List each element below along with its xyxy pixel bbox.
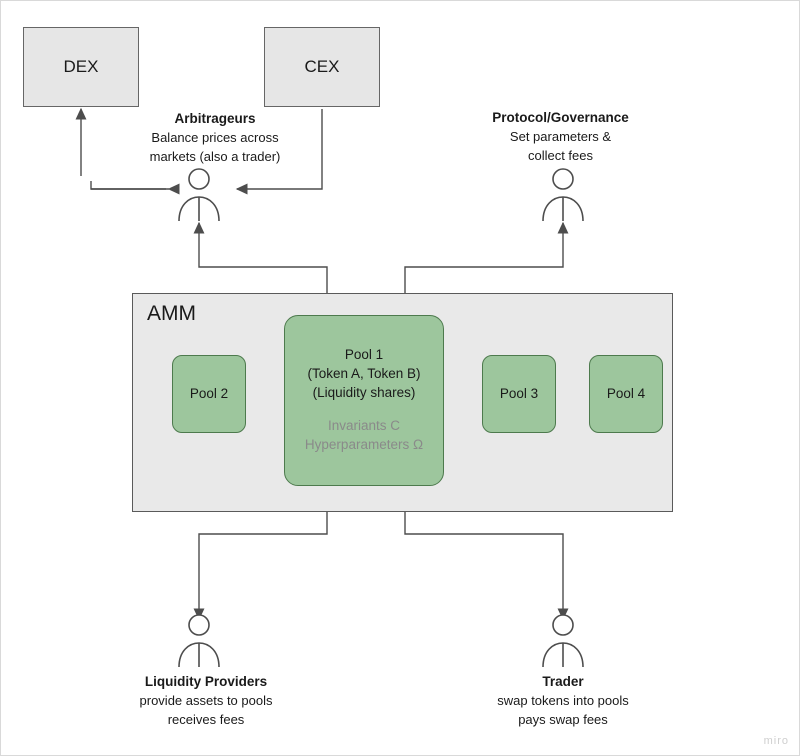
liquidity-provider-title: Liquidity Providers	[144, 674, 268, 689]
pool-2-node	[172, 355, 246, 433]
liquidity-provider-desc-2: receives fees	[167, 711, 245, 727]
governance-label	[468, 108, 653, 165]
liquidity-provider-actor-icon	[169, 613, 229, 669]
liquidity-provider-label	[106, 672, 306, 729]
dex-box	[23, 27, 139, 107]
trader-desc-1: swap tokens into pools	[497, 693, 629, 709]
governance-desc-2: collect fees	[527, 147, 594, 163]
pool-1-node	[284, 315, 444, 486]
pool-1-tokens: (Token A, Token B)	[307, 366, 421, 382]
arbitrageur-desc-2: markets (also a trader)	[149, 148, 281, 164]
pool-3-node	[482, 355, 556, 433]
amm-label: AMM	[147, 302, 196, 325]
pool-1-hyperparameters: Hyperparameters Ω	[304, 436, 424, 452]
pool-2-label: Pool 2	[189, 385, 229, 401]
governance-desc-1: Set parameters &	[509, 129, 612, 145]
governance-title: Protocol/Governance	[492, 110, 629, 125]
trader-label	[463, 672, 663, 729]
miro-watermark: miro	[763, 735, 789, 747]
pool-3-label: Pool 3	[499, 385, 539, 401]
arbitrageur-actor-icon	[169, 167, 229, 223]
pool-1-title: Pool 1	[344, 347, 384, 363]
cex-label: CEX	[304, 57, 340, 76]
trader-desc-2: pays swap fees	[518, 711, 608, 727]
trader-actor-icon	[533, 613, 593, 669]
trader-title: Trader	[542, 674, 584, 689]
arbitrageur-title: Arbitrageurs	[174, 111, 256, 126]
pool-4-label: Pool 4	[606, 385, 646, 401]
pool-1-shares: (Liquidity shares)	[312, 385, 416, 401]
pool-4-node	[589, 355, 663, 433]
arbitrageur-desc-1: Balance prices across	[151, 130, 279, 146]
liquidity-provider-desc-1: provide assets to pools	[139, 693, 273, 709]
pool-1-invariants: Invariants C	[327, 417, 400, 433]
governance-actor-icon	[533, 167, 593, 223]
dex-label: DEX	[63, 57, 99, 76]
arbitrageur-label	[110, 109, 320, 166]
cex-box	[264, 27, 380, 107]
